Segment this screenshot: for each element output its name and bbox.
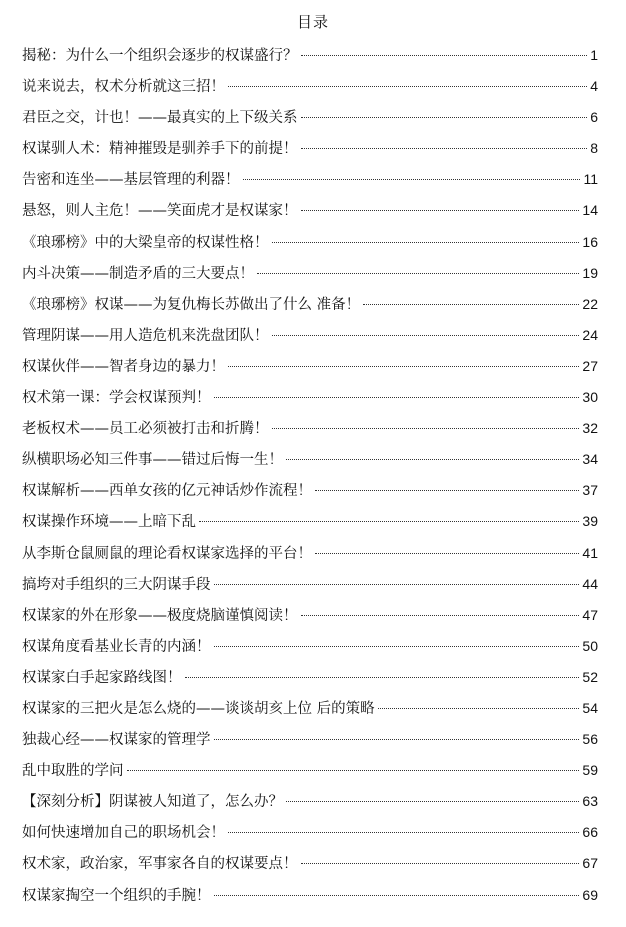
toc-entry-page-number: 11 <box>583 171 598 188</box>
toc-entry-title: 《琅琊榜》中的大梁皇帝的权谋性格！ <box>22 234 269 251</box>
toc-entry[interactable] <box>22 44 598 75</box>
dot-leader <box>214 739 580 740</box>
toc-entry[interactable] <box>22 604 598 635</box>
dot-leader <box>272 428 580 429</box>
dot-leader <box>257 273 579 274</box>
toc-entry[interactable] <box>22 137 598 168</box>
toc-entry-page-number: 47 <box>582 606 598 623</box>
toc-entry-page-number: 32 <box>582 420 598 437</box>
dot-leader <box>127 770 580 771</box>
dot-leader <box>301 615 580 616</box>
toc-entry-title: 说来说去，权术分析就这三招！ <box>22 79 225 96</box>
toc-entry[interactable] <box>22 728 598 759</box>
toc-entry-page-number: 59 <box>582 762 598 779</box>
toc-entry-page-number: 41 <box>582 544 598 561</box>
dot-leader <box>228 366 579 367</box>
toc-list <box>22 44 598 915</box>
toc-entry[interactable] <box>22 573 598 604</box>
toc-entry-title: 君臣之交，计也！——最真实的上下级关系 <box>22 110 298 127</box>
dot-leader <box>228 832 579 833</box>
toc-entry-page-number: 14 <box>582 202 598 219</box>
toc-entry-title: 权谋驯人术：精神摧毁是驯养手下的前提！ <box>22 141 298 158</box>
toc-entry[interactable] <box>22 479 598 510</box>
toc-entry-page-number: 8 <box>590 140 598 157</box>
dot-leader <box>301 55 588 56</box>
toc-entry-title: 内斗决策——制造矛盾的三大要点！ <box>22 265 254 282</box>
toc-entry-page-number: 66 <box>582 824 598 841</box>
dot-leader <box>301 863 580 864</box>
toc-entry-page-number: 56 <box>582 731 598 748</box>
toc-entry[interactable] <box>22 417 598 448</box>
toc-entry[interactable] <box>22 759 598 790</box>
toc-entry-title: 权谋家的外在形象——极度烧脑谨慎阅读！ <box>22 607 298 624</box>
toc-entry[interactable] <box>22 293 598 324</box>
toc-entry[interactable] <box>22 790 598 821</box>
dot-leader <box>272 242 580 243</box>
toc-entry[interactable] <box>22 106 598 137</box>
toc-entry-page-number: 37 <box>582 482 598 499</box>
toc-entry[interactable] <box>22 884 598 915</box>
toc-entry[interactable] <box>22 386 598 417</box>
dot-leader <box>214 646 580 647</box>
toc-entry-page-number: 63 <box>582 793 598 810</box>
toc-entry[interactable] <box>22 75 598 106</box>
toc-entry-page-number: 50 <box>582 637 598 654</box>
toc-entry-title: 权术家，政治家，军事家各自的权谋要点！ <box>22 856 298 873</box>
toc-entry[interactable] <box>22 355 598 386</box>
toc-entry-title: 权谋家的三把火是怎么烧的——谈谈胡亥上位 后的策略 <box>22 700 375 717</box>
toc-entry-title: 权谋伙伴——智者身边的暴力！ <box>22 358 225 375</box>
toc-entry[interactable] <box>22 666 598 697</box>
dot-leader <box>214 895 580 896</box>
toc-entry[interactable] <box>22 697 598 728</box>
toc-entry-page-number: 69 <box>582 886 598 903</box>
toc-entry-title: 权谋家掏空一个组织的手腕！ <box>22 887 211 904</box>
toc-entry-title: 悬怒，则人主危！——笑面虎才是权谋家！ <box>22 203 298 220</box>
toc-entry[interactable] <box>22 542 598 573</box>
toc-entry-title: 权谋家白手起家路线图！ <box>22 669 182 686</box>
toc-entry-title: 权谋解析——西单女孩的亿元神话炒作流程！ <box>22 483 312 500</box>
dot-leader <box>378 708 580 709</box>
toc-entry[interactable] <box>22 262 598 293</box>
toc-entry-title: 如何快速增加自己的职场机会！ <box>22 825 225 842</box>
dot-leader <box>301 117 588 118</box>
toc-entry-title: 【深刻分析】阴谋被人知道了，怎么办？ <box>22 794 283 811</box>
toc-entry-page-number: 4 <box>590 78 598 95</box>
toc-entry[interactable] <box>22 448 598 479</box>
toc-entry-page-number: 1 <box>590 47 598 63</box>
dot-leader <box>214 584 580 585</box>
dot-leader <box>272 335 580 336</box>
toc-entry-title: 权谋操作环境——上暗下乱 <box>22 514 196 531</box>
toc-entry-title: 从李斯仓鼠厕鼠的理论看权谋家选择的平台！ <box>22 545 312 562</box>
dot-leader <box>315 490 579 491</box>
toc-entry-title: 权谋角度看基业长青的内涵！ <box>22 638 211 655</box>
toc-entry[interactable] <box>22 231 598 262</box>
dot-leader <box>363 304 579 305</box>
toc-entry-page-number: 39 <box>582 513 598 530</box>
toc-entry[interactable] <box>22 324 598 355</box>
toc-entry-page-number: 54 <box>582 699 598 716</box>
dot-leader <box>199 521 579 522</box>
toc-entry-title: 搞垮对手组织的三大阴谋手段 <box>22 576 211 593</box>
toc-entry[interactable] <box>22 821 598 852</box>
toc-entry-title: 管理阴谋——用人造危机来洗盘团队！ <box>22 327 269 344</box>
toc-entry-page-number: 6 <box>590 109 598 126</box>
toc-entry-page-number: 52 <box>582 668 598 685</box>
toc-entry-title: 《琅琊榜》权谋——为复仇梅长苏做出了什么 准备！ <box>22 296 361 313</box>
toc-entry-page-number: 44 <box>582 575 598 592</box>
toc-entry-page-number: 22 <box>582 295 598 312</box>
toc-entry-title: 独裁心经——权谋家的管理学 <box>22 732 211 749</box>
dot-leader <box>185 677 580 678</box>
toc-entry-page-number: 30 <box>582 389 598 406</box>
toc-entry[interactable] <box>22 852 598 883</box>
dot-leader <box>301 148 588 149</box>
dot-leader <box>228 86 587 87</box>
dot-leader <box>301 210 580 211</box>
toc-entry[interactable] <box>22 199 598 230</box>
dot-leader <box>286 801 579 802</box>
toc-entry[interactable] <box>22 510 598 541</box>
toc-entry-page-number: 19 <box>582 264 598 281</box>
toc-entry-page-number: 24 <box>582 326 598 343</box>
toc-entry-page-number: 16 <box>582 233 598 250</box>
dot-leader <box>286 459 579 460</box>
toc-entry-page-number: 34 <box>582 451 598 468</box>
toc-entry-title: 权术第一课：学会权谋预判！ <box>22 390 211 407</box>
toc-entry-title: 揭秘：为什么一个组织会逐步的权谋盛行？ <box>22 48 298 64</box>
toc-entry-page-number: 27 <box>582 357 598 374</box>
toc-entry[interactable] <box>22 635 598 666</box>
dot-leader <box>243 179 581 180</box>
toc-entry-title: 纵横职场必知三件事——错过后悔一生！ <box>22 452 283 469</box>
toc-entry-title: 乱中取胜的学问 <box>22 763 124 780</box>
dot-leader <box>214 397 580 398</box>
toc-entry-title: 告密和连坐——基层管理的利器！ <box>22 172 240 189</box>
toc-entry[interactable] <box>22 168 598 199</box>
dot-leader <box>315 553 579 554</box>
toc-entry-title: 老板权术——员工必须被打击和折腾！ <box>22 421 269 438</box>
toc-entry-page-number: 67 <box>582 855 598 872</box>
page-title: 目录 <box>296 13 329 31</box>
